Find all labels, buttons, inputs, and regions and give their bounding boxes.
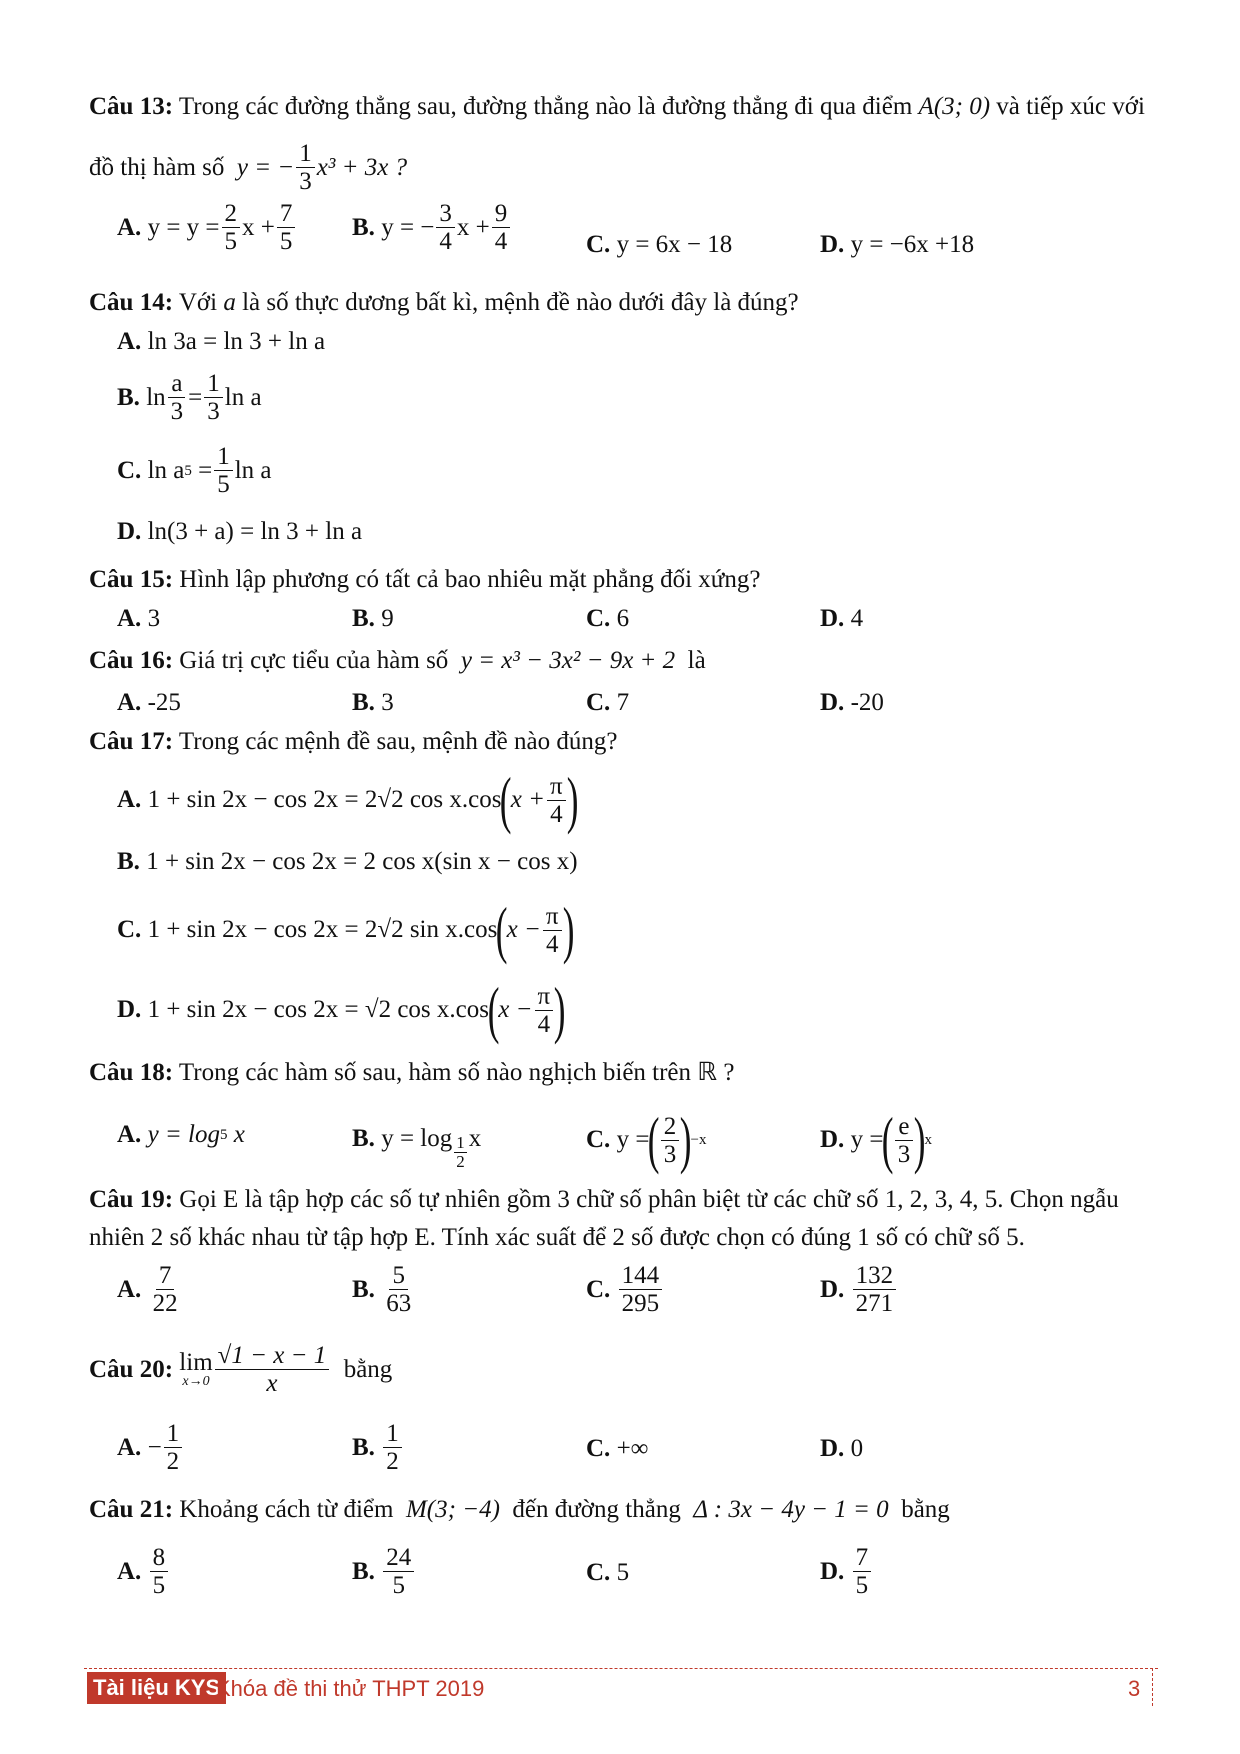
option-13b bbox=[352, 200, 512, 255]
question-text: Trong các mệnh đề sau, mệnh đề nào đúng? bbox=[178, 728, 618, 755]
option-21b bbox=[352, 1544, 416, 1599]
option-label: A. bbox=[117, 786, 142, 813]
option-text: +∞ bbox=[616, 1435, 649, 1462]
option-label: D. bbox=[820, 1435, 845, 1462]
option-text: y = log bbox=[147, 1121, 220, 1148]
option-16d bbox=[820, 688, 884, 718]
option-label: C. bbox=[586, 1126, 611, 1153]
numerator: π bbox=[535, 983, 554, 1011]
option-13a bbox=[117, 200, 297, 255]
option-text: 1 + sin 2x − cos 2x = 2√2 sin x.cos bbox=[147, 916, 498, 943]
denominator: 3 bbox=[207, 398, 220, 425]
denominator: 3 bbox=[170, 398, 184, 425]
fraction bbox=[436, 200, 455, 255]
option-19d bbox=[820, 1262, 898, 1317]
question-text: Trong các đường thẳng sau, đường thẳng nào là đường thẳng đi qua điểm bbox=[178, 93, 913, 120]
numerator: 7 bbox=[853, 1544, 872, 1572]
numerator: 1 bbox=[164, 1420, 183, 1448]
fraction bbox=[204, 370, 223, 425]
numerator bbox=[215, 1342, 330, 1370]
numerator: 1 bbox=[456, 1133, 465, 1152]
question-13-line2 bbox=[89, 140, 407, 195]
option-text: y = bbox=[850, 1126, 884, 1153]
option-14d bbox=[117, 517, 362, 547]
numerator: a bbox=[168, 370, 185, 398]
option-label: C. bbox=[586, 1275, 611, 1303]
option-text: y = bbox=[616, 1126, 650, 1153]
question-text: đến đường thẳng bbox=[512, 1496, 681, 1523]
question-text: là số thực dương bất kì, mệnh đề nào dưới đây là đúng? bbox=[242, 289, 799, 316]
denominator: 2 bbox=[456, 1152, 465, 1171]
option-label: B. bbox=[352, 1124, 375, 1152]
option-15a bbox=[117, 604, 160, 634]
option-text: ln(3 + a) = ln 3 + ln a bbox=[147, 518, 363, 545]
question-label: Câu 18: bbox=[89, 1059, 174, 1086]
numerator: 5 bbox=[389, 1262, 408, 1290]
exponent: x bbox=[924, 1132, 933, 1148]
option-text: 4 bbox=[850, 605, 864, 632]
question-label: Câu 20: bbox=[89, 1355, 174, 1383]
denominator: 22 bbox=[152, 1290, 178, 1317]
question-19 bbox=[89, 1185, 1119, 1215]
numerator: π bbox=[543, 903, 562, 931]
option-label: D. bbox=[820, 605, 845, 632]
fraction bbox=[492, 200, 511, 255]
log-base-fraction bbox=[454, 1134, 467, 1171]
fraction bbox=[277, 200, 296, 255]
option-17c bbox=[117, 894, 575, 965]
question-label: Câu 13: bbox=[89, 93, 174, 120]
option-text: = bbox=[188, 383, 203, 411]
denominator: 3 bbox=[663, 1140, 677, 1168]
point-a: A(3; 0) bbox=[918, 93, 991, 120]
fraction bbox=[853, 1262, 897, 1317]
question-17 bbox=[89, 727, 617, 757]
question-text: Khoảng cách từ điểm bbox=[179, 1496, 394, 1523]
option-label: B. bbox=[352, 1557, 375, 1585]
option-text: ln a bbox=[147, 456, 185, 484]
numerator: 1 bbox=[383, 1420, 402, 1448]
question-label: Câu 14: bbox=[89, 289, 174, 316]
question-label: Câu 16: bbox=[89, 647, 174, 674]
denominator: 3 bbox=[897, 1140, 911, 1168]
question-14 bbox=[89, 288, 799, 318]
option-21a bbox=[117, 1544, 170, 1599]
question-text: bằng bbox=[901, 1496, 950, 1523]
option-text: 0 bbox=[850, 1435, 864, 1462]
fraction bbox=[383, 1544, 414, 1599]
question-20 bbox=[89, 1342, 392, 1397]
question-18 bbox=[89, 1058, 734, 1088]
denominator: 5 bbox=[279, 228, 293, 255]
option-label: B. bbox=[117, 383, 140, 411]
numerator: 7 bbox=[277, 200, 296, 228]
denominator: 2 bbox=[166, 1448, 180, 1475]
option-text: 1 + sin 2x − cos 2x = √2 cos x.cos bbox=[147, 996, 489, 1023]
variable: a bbox=[223, 289, 236, 316]
log-base: 5 bbox=[219, 1127, 228, 1143]
option-label: B. bbox=[352, 605, 375, 632]
option-text: 9 bbox=[381, 605, 394, 632]
option-18a bbox=[117, 1120, 245, 1150]
right-paren: ) bbox=[566, 764, 579, 835]
option-text: x + bbox=[510, 786, 546, 813]
question-label: Câu 19: bbox=[89, 1186, 174, 1213]
numerator: 144 bbox=[619, 1262, 663, 1290]
option-text: y = log bbox=[381, 1124, 453, 1152]
option-text: y = −6x +18 bbox=[850, 231, 975, 258]
denominator: 4 bbox=[537, 1010, 551, 1038]
fraction bbox=[168, 370, 187, 425]
option-text: 5 bbox=[616, 1559, 630, 1586]
option-text: x + bbox=[242, 213, 275, 241]
option-13c bbox=[586, 230, 732, 260]
question-21 bbox=[89, 1495, 950, 1525]
fraction bbox=[547, 773, 566, 828]
denominator: 5 bbox=[152, 1572, 166, 1599]
question-text: Với bbox=[178, 289, 218, 316]
option-19c bbox=[586, 1262, 664, 1317]
question-16 bbox=[89, 646, 706, 676]
footer-divider bbox=[84, 1668, 1158, 1669]
left-paren: ( bbox=[496, 894, 508, 965]
option-14a bbox=[117, 327, 325, 357]
option-16b bbox=[352, 688, 394, 718]
denominator: 5 bbox=[224, 228, 238, 255]
option-label: C. bbox=[117, 456, 142, 484]
option-17d bbox=[117, 974, 566, 1045]
option-14c bbox=[117, 443, 272, 498]
option-14b bbox=[117, 370, 262, 425]
fraction bbox=[535, 983, 554, 1038]
fraction bbox=[853, 1544, 872, 1599]
question-text: Giá trị cực tiểu của hàm số bbox=[179, 647, 449, 674]
option-text: -20 bbox=[850, 689, 884, 716]
denominator: 2 bbox=[386, 1448, 399, 1475]
option-label: D. bbox=[820, 1275, 845, 1303]
option-label: A. bbox=[117, 689, 142, 716]
option-text: x bbox=[233, 1121, 245, 1148]
option-label: C. bbox=[586, 231, 611, 258]
numerator-text: √1 − x − 1 bbox=[217, 1342, 327, 1369]
option-18c bbox=[586, 1104, 707, 1175]
fraction bbox=[383, 1420, 402, 1475]
option-18d bbox=[820, 1104, 933, 1175]
left-paren: ( bbox=[648, 1104, 660, 1175]
option-13d bbox=[820, 230, 974, 260]
question-13 bbox=[89, 92, 1145, 122]
numerator: 2 bbox=[222, 200, 241, 228]
question-text-2: và tiếp xúc với bbox=[996, 93, 1145, 120]
question-label: Câu 15: bbox=[89, 566, 174, 593]
function: y = x³ − 3x² − 9x + 2 bbox=[460, 647, 676, 674]
numerator: 9 bbox=[492, 200, 511, 228]
denominator: 295 bbox=[621, 1290, 660, 1317]
footer-title: Khóa đề thi thử THPT 2019 bbox=[216, 1676, 485, 1701]
option-text: ln bbox=[146, 383, 166, 411]
denominator: 4 bbox=[494, 228, 508, 255]
option-15b bbox=[352, 604, 394, 634]
option-17b bbox=[117, 847, 578, 877]
option-label: A. bbox=[117, 1275, 142, 1303]
option-text: x bbox=[468, 1124, 482, 1152]
option-21d bbox=[820, 1544, 873, 1599]
numerator: e bbox=[895, 1113, 912, 1141]
function-lhs: y = − bbox=[236, 153, 295, 181]
page-number: 3 bbox=[1128, 1676, 1141, 1701]
option-text: x + bbox=[456, 213, 490, 241]
option-label: C. bbox=[586, 605, 611, 632]
numerator: 2 bbox=[661, 1113, 680, 1141]
option-label: C. bbox=[586, 689, 611, 716]
footer-badge: Tài liệu KYS bbox=[87, 1672, 226, 1704]
option-text: 1 + sin 2x − cos 2x = 2√2 cos x.cos bbox=[147, 786, 502, 813]
exponent: −x bbox=[690, 1132, 707, 1148]
fraction bbox=[215, 1342, 330, 1397]
question-15 bbox=[89, 565, 760, 595]
option-21c bbox=[586, 1558, 629, 1588]
denominator: 4 bbox=[545, 930, 559, 958]
fraction bbox=[296, 140, 315, 195]
option-text: ln a bbox=[224, 383, 262, 411]
left-paren: ( bbox=[882, 1104, 894, 1175]
option-19a bbox=[117, 1262, 183, 1317]
option-label: C. bbox=[117, 916, 142, 943]
fraction bbox=[150, 1544, 169, 1599]
question-label: Câu 17: bbox=[89, 728, 174, 755]
option-text: -25 bbox=[147, 689, 181, 716]
option-16a bbox=[117, 688, 181, 718]
option-label: D. bbox=[820, 1126, 845, 1153]
option-text: y = − bbox=[381, 213, 435, 241]
left-paren: ( bbox=[500, 764, 513, 835]
denominator: 271 bbox=[855, 1290, 894, 1317]
option-text: x − bbox=[498, 996, 533, 1023]
numerator: 8 bbox=[150, 1544, 169, 1572]
exponent: 5 bbox=[184, 462, 192, 479]
option-label: D. bbox=[117, 518, 142, 545]
fraction bbox=[222, 200, 241, 255]
fraction bbox=[214, 443, 233, 498]
denominator: 4 bbox=[550, 800, 563, 828]
question-text: nhiên 2 số khác nhau từ tập hợp E. Tính xác suất để 2 số được chọn có đúng 1 số có chữ số 5. bbox=[89, 1224, 1025, 1251]
numerator: 1 bbox=[296, 140, 315, 168]
question-text: Gọi E là tập hợp các số tự nhiên gồm 3 chữ số phân biệt từ các chữ số 1, 2, 3, 4, 5. Chọn ngẫu bbox=[179, 1186, 1119, 1213]
option-16c bbox=[586, 688, 629, 718]
option-20b bbox=[352, 1420, 404, 1475]
numerator: 132 bbox=[853, 1262, 897, 1290]
right-paren: ) bbox=[680, 1104, 692, 1175]
denominator bbox=[263, 1370, 280, 1397]
option-text: ln a bbox=[234, 456, 272, 484]
option-label: A. bbox=[117, 1121, 142, 1148]
option-label: B. bbox=[117, 848, 140, 875]
numerator: 1 bbox=[214, 443, 233, 471]
fraction bbox=[543, 903, 562, 958]
denominator: 63 bbox=[386, 1290, 412, 1317]
option-label: D. bbox=[117, 996, 142, 1023]
numerator: 1 bbox=[204, 370, 223, 398]
option-label: A. bbox=[117, 213, 142, 241]
option-label: D. bbox=[820, 689, 845, 716]
denominator: 5 bbox=[217, 471, 230, 498]
option-label: D. bbox=[820, 231, 845, 258]
option-text: 3 bbox=[147, 605, 161, 632]
option-text: x − bbox=[506, 916, 541, 943]
question-19-line2 bbox=[89, 1223, 1025, 1253]
option-text: y = 6x − 18 bbox=[616, 231, 733, 258]
fraction bbox=[895, 1113, 914, 1168]
option-label: A. bbox=[117, 1557, 142, 1585]
right-paren: ) bbox=[562, 894, 575, 965]
fraction bbox=[383, 1262, 414, 1317]
option-19b bbox=[352, 1262, 416, 1317]
option-label: C. bbox=[586, 1435, 611, 1462]
fraction bbox=[661, 1113, 680, 1168]
option-text: 3 bbox=[381, 689, 394, 716]
option-label: B. bbox=[352, 213, 375, 241]
numerator: π bbox=[547, 773, 566, 801]
option-label: D. bbox=[820, 1557, 845, 1585]
option-text: 1 + sin 2x − cos 2x = 2 cos x(sin x − cos x) bbox=[146, 848, 578, 875]
option-15c bbox=[586, 604, 629, 634]
numerator: 3 bbox=[436, 200, 455, 228]
left-paren: ( bbox=[487, 974, 500, 1045]
option-text: = bbox=[198, 456, 213, 484]
denominator: 5 bbox=[392, 1572, 405, 1599]
numerator: 24 bbox=[383, 1544, 414, 1572]
question-text: đồ thị hàm số bbox=[89, 153, 225, 181]
option-text: y = y = bbox=[147, 213, 220, 241]
fraction bbox=[619, 1262, 663, 1317]
footer-page-divider bbox=[1152, 1668, 1153, 1706]
option-15d bbox=[820, 604, 863, 634]
fraction bbox=[150, 1262, 181, 1317]
option-label: A. bbox=[117, 328, 142, 355]
question-label: Câu 21: bbox=[89, 1496, 174, 1523]
option-text: 6 bbox=[616, 605, 630, 632]
function-rhs: x³ + 3x ? bbox=[316, 153, 408, 181]
denominator: 5 bbox=[855, 1572, 869, 1599]
denominator: 4 bbox=[439, 228, 452, 255]
question-text: là bbox=[687, 647, 706, 674]
option-20a bbox=[117, 1420, 184, 1475]
option-text: 7 bbox=[616, 689, 630, 716]
option-20c bbox=[586, 1434, 648, 1464]
line-equation: Δ : 3x − 4y − 1 = 0 bbox=[693, 1496, 889, 1523]
right-paren: ) bbox=[553, 974, 566, 1045]
option-18b bbox=[352, 1120, 482, 1171]
point-m: M(3; −4) bbox=[405, 1496, 500, 1523]
right-paren: ) bbox=[914, 1104, 926, 1175]
fraction bbox=[164, 1420, 183, 1475]
option-label: C. bbox=[586, 1559, 611, 1586]
option-20d bbox=[820, 1434, 863, 1464]
option-label: A. bbox=[117, 605, 142, 632]
option-label: B. bbox=[352, 689, 375, 716]
denominator: 3 bbox=[299, 168, 312, 195]
limit bbox=[179, 1348, 213, 1389]
option-text: − bbox=[147, 1433, 162, 1461]
numerator: 7 bbox=[156, 1262, 175, 1290]
limit-text: lim bbox=[179, 1348, 213, 1376]
option-17a bbox=[117, 764, 579, 835]
question-text: Trong các hàm số sau, hàm số nào nghịch biến trên ℝ ? bbox=[178, 1059, 735, 1086]
option-label: B. bbox=[352, 1275, 375, 1303]
question-text: Hình lập phương có tất cả bao nhiêu mặt phẳng đối xứng? bbox=[179, 566, 761, 593]
limit-subscript: x→0 bbox=[182, 1373, 210, 1389]
option-text: ln 3a = ln 3 + ln a bbox=[147, 328, 326, 355]
denominator-text: x bbox=[266, 1370, 278, 1397]
option-label: A. bbox=[117, 1433, 142, 1461]
question-text: bằng bbox=[343, 1355, 393, 1383]
option-label: B. bbox=[352, 1433, 375, 1461]
